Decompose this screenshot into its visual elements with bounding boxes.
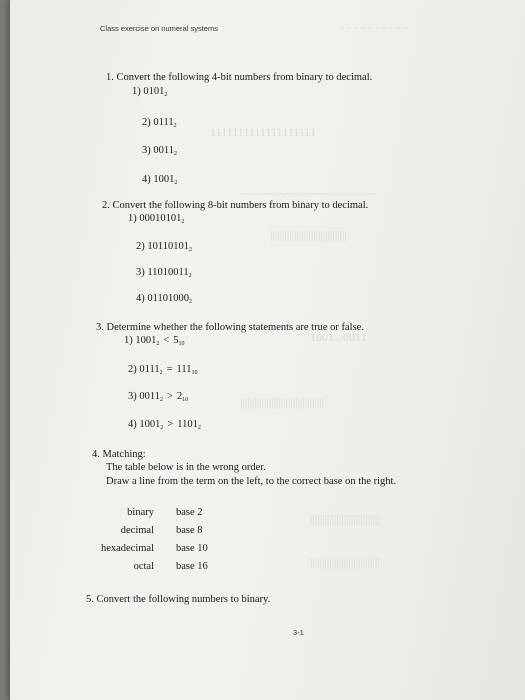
base-2: base 2	[176, 507, 203, 518]
q1-item-1: 1) $0101_2$	[132, 86, 168, 98]
term-binary: binary	[127, 507, 154, 518]
worksheet-page: - - - - - - - - - - 1111111111111111111 ~~~~~~~~~~~~~~~~~~~~~ |||||||||||||||||||||||||||||||| 1001 . 0011 ||||||||||||||||||||||||||||||||||| ||||||||||||||||||||||||||||| ||||||||||||||||||||||||||||| Class exercise on numeral systems 1. Convert the following 4-bit numbers from binary to decimal. 1) $0101_2$ 2) $0111_2$ 3) $0011_2$ 4) $1001_2$ 2. Convert the following 8-bit numbers from binary to decimal. 1) $00010101_2$ 2) $10110101_2$ 3) $11010011_2$ 4) $01101000_2$ 3. Determine whether the following statements are true or false. 1) $1001_2 < 5_{10}$ 2) $0111_2 = 111_{10}$ 3) $0011_2 > 2_{10}$ 4) $1001_2 > 1101_2$ 4. Matching: The table below is in the wrong order. Draw a line from the term on the left, to the correct base on the right. binary decimal hexadecimal octal base 2 base 8 base 10 base 16 5. Convert the following numbers to binary. 3-1	[10, 0, 525, 700]
q1-item-4: 4) $1001_2$	[142, 174, 178, 186]
q3-item-1: 1) $1001_2 < 5_{10}$	[124, 335, 185, 347]
page-number: 3-1	[293, 628, 304, 637]
q3-item-4: 4) $1001_2 > 1101_2$	[128, 419, 201, 431]
term-decimal: decimal	[120, 525, 154, 536]
base-10: base 10	[176, 543, 208, 554]
q2-item-4: 4) $01101000_2$	[136, 293, 192, 305]
question-5-title: 5. Convert the following numbers to binary.	[86, 594, 271, 605]
question-4-title: 4. Matching:	[92, 449, 146, 460]
page-header: Class exercise on numeral systems	[100, 24, 218, 33]
question-4-line-1: The table below is in the wrong order.	[106, 462, 266, 473]
term-hexadecimal: hexadecimal	[100, 543, 154, 554]
q2-item-3: 3) $11010011_2$	[136, 267, 192, 279]
term-octal: octal	[133, 561, 154, 572]
base-16: base 16	[176, 561, 208, 572]
question-3-title: 3. Determine whether the following statements are true or false.	[96, 322, 364, 333]
q1-item-2: 2) $0111_2$	[142, 117, 177, 129]
q2-item-2: 2) $10110101_2$	[136, 241, 192, 253]
question-1-title: 1. Convert the following 4-bit numbers from binary to decimal.	[106, 72, 373, 83]
q2-item-1: 1) $00010101_2$	[128, 213, 185, 225]
question-4-line-2: Draw a line from the term on the left, to the correct base on the right.	[106, 476, 397, 487]
q3-item-3: 3) $0011_2 > 2_{10}$	[128, 391, 189, 403]
q3-item-2: 2) $0111_2 = 111_{10}$	[128, 364, 198, 376]
q1-item-3: 3) $0011_2$	[142, 145, 177, 157]
base-8: base 8	[176, 525, 203, 536]
question-2-title: 2. Convert the following 8-bit numbers from binary to decimal.	[102, 200, 369, 211]
